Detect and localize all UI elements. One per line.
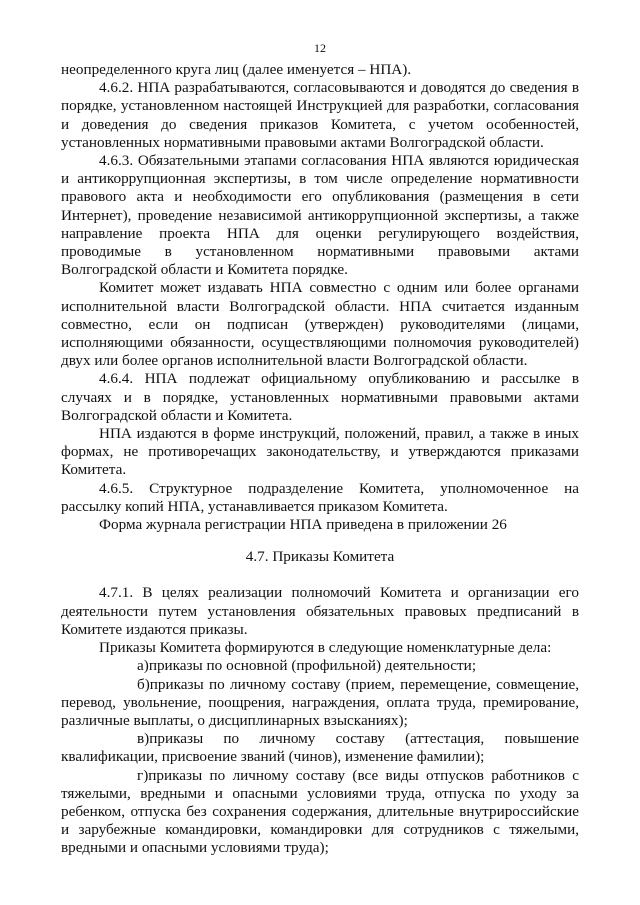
paragraph-nomenclature: Приказы Комитета формируются в следующие номенклатурные дела: bbox=[99, 639, 552, 657]
list-item bbox=[61, 657, 579, 675]
list-item-text: приказы по личному составу (прием, перемещение, совмещение, перевод, увольнение, поощрения, награждения, оплата труда, премирование, различные выплаты, о дисциплинарных взысканиях); bbox=[61, 675, 579, 729]
list-marker: г) bbox=[137, 766, 149, 784]
paragraph-4-6-3: 4.6.3. Обязательными этапами согласования НПА являются юридическая и антикоррупционная экспертизы, в том числе определение нормативности правового акта и необходимости его опубликования (размещения в сети Интернет), проведение независимой антикоррупционной экспертизы, а также направление проекта НПА для оценки регулирующего воздействия, проводимые в установленном нормативными правовыми актами Волгоградской области и Комитета порядке. bbox=[61, 152, 579, 279]
paragraph-npa-forms: НПА издаются в форме инструкций, положений, правил, а также в иных формах, не противоречащих законодательству, и утверждаются приказами Комитета. bbox=[61, 425, 579, 479]
list-item bbox=[61, 676, 579, 731]
paragraph-4-6-5: 4.6.5. Структурное подразделение Комитета, уполномоченное на рассылку копий НПА, устанавливается приказом Комитета. bbox=[61, 479, 579, 515]
list-marker: б) bbox=[137, 675, 150, 693]
document-body bbox=[61, 61, 579, 858]
paragraph-journal-form: Форма журнала регистрации НПА приведена в приложении 26 bbox=[99, 516, 507, 534]
paragraph-4-6-4: 4.6.4. НПА подлежат официальному опубликованию и рассылке в случаях и в порядке, установленных нормативными правовыми актами Волгоградской области и Комитета. bbox=[61, 370, 579, 424]
spacer bbox=[61, 566, 579, 584]
list-marker: а) bbox=[137, 657, 149, 675]
list-item-text: приказы по личному составу (аттестация, повышение квалификации, присвоение званий (чинов), изменение фамилии); bbox=[61, 730, 579, 766]
page-number: 12 bbox=[314, 41, 326, 55]
list-item-text: приказы по основной (профильной) деятельности; bbox=[148, 657, 477, 675]
list-item bbox=[61, 767, 579, 858]
section-title: 4.7. Приказы Комитета bbox=[245, 548, 395, 566]
list-marker: в) bbox=[137, 730, 150, 748]
list-item bbox=[61, 730, 579, 766]
paragraph-joint-npa: Комитет может издавать НПА совместно с одним или более органами исполнительной власти Волгоградской области. НПА считается изданным совместно, если он подписан (утвержден) руководителями (лицами, исполняющими обязанности, осуществляющими полномочия руководителей) двух или более органов исполнительной власти Волгоградской области. bbox=[61, 279, 579, 370]
list-item-text: приказы по личному составу (все виды отпусков работников с тяжелыми, вредными и опасными условиями труда, отпуска по уходу за ребенком, отпуска без сохранения содержания, длительные внутрироссийские и зарубежные командировки, командировки для сотрудников с тяжелыми, вредными и опасными условиями труда); bbox=[61, 766, 579, 857]
paragraph-4-7-1: 4.7.1. В целях реализации полномочий Комитета и организации его деятельности путем установления обязательных правовых предписаний в Комитете издаются приказы. bbox=[61, 584, 579, 638]
paragraph: неопределенного круга лиц (далее именуется – НПА). bbox=[61, 61, 412, 78]
paragraph-4-6-2: 4.6.2. НПА разрабатываются, согласовываются и доводятся до сведения в порядке, установленном настоящей Инструкцией для разработки, согласования и доведения до сведения приказов Комитета, с учетом особенностей, установленных нормативными правовыми актами Волгоградской области. bbox=[61, 79, 579, 151]
